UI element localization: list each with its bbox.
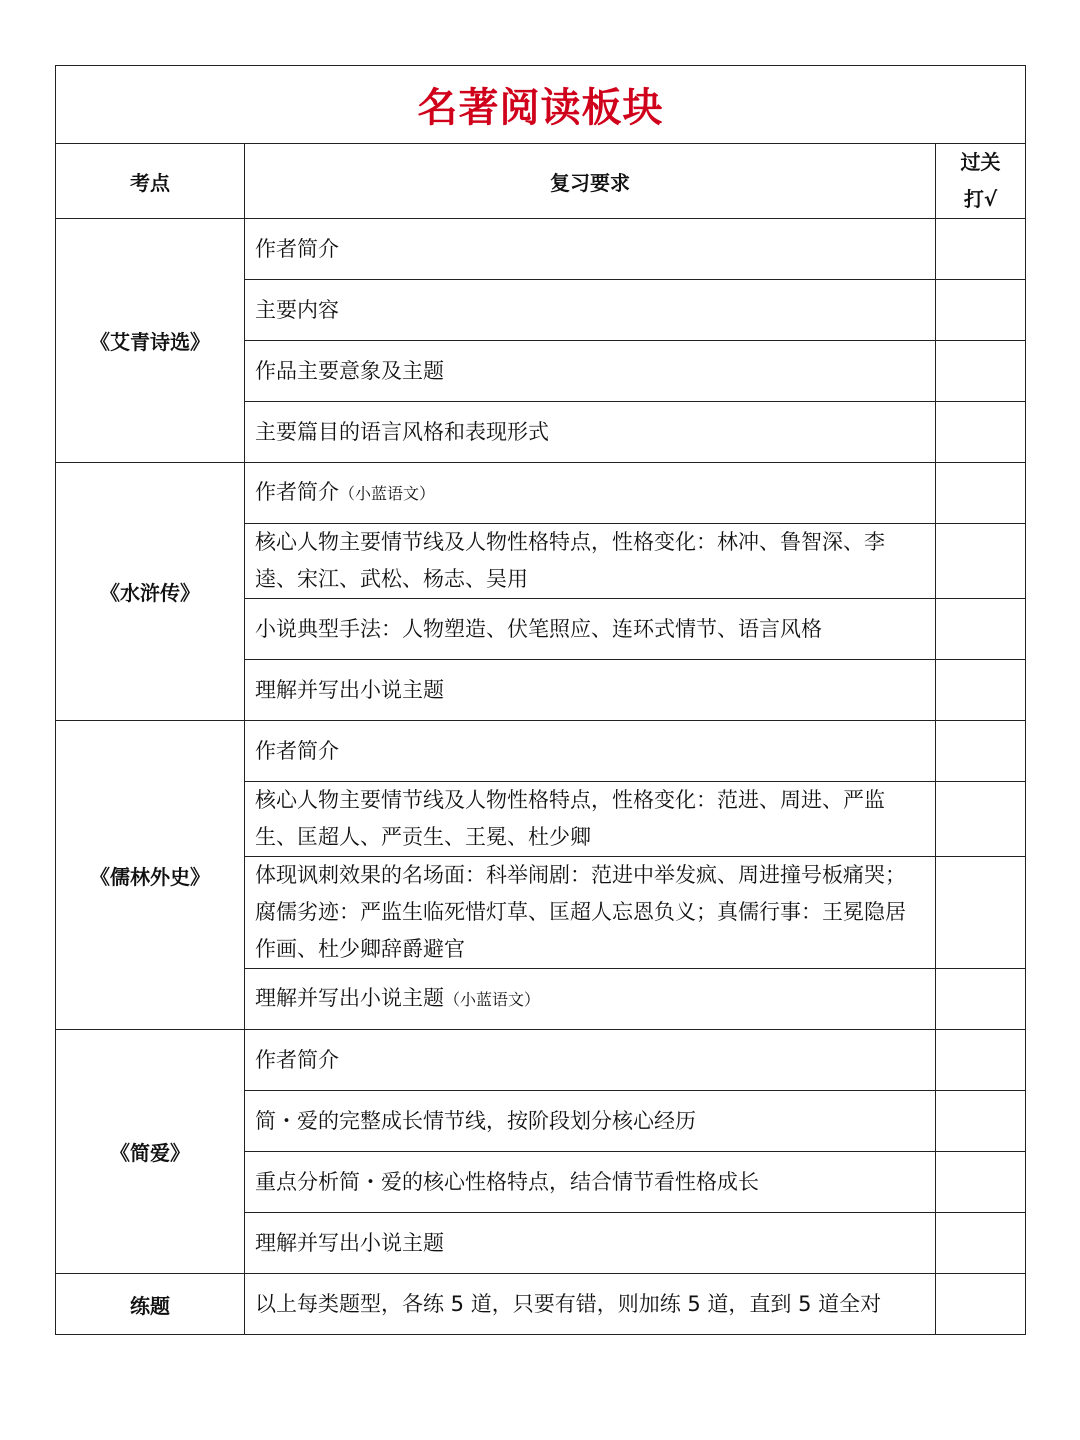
requirement-item: 理解并写出小说主题	[245, 1213, 936, 1274]
topic-practice: 练题	[56, 1274, 245, 1335]
check-cell[interactable]	[936, 969, 1026, 1030]
requirement-item: 体现讽刺效果的名场面：科举闹剧：范进中举发疯、周进撞号板痛哭；腐儒劣迹：严监生临死惜灯草、匡超人忘恩负义；真儒行事：王冕隐居作画、杜少卿辞爵避官	[245, 857, 936, 969]
requirement-item: 重点分析简・爱的核心性格特点，结合情节看性格成长	[245, 1152, 936, 1213]
requirement-note: （小蓝语文）	[444, 990, 541, 1009]
requirement-item: 理解并写出小说主题（小蓝语文）	[245, 969, 936, 1030]
check-cell[interactable]	[936, 1274, 1026, 1335]
requirement-item: 简・爱的完整成长情节线，按阶段划分核心经历	[245, 1091, 936, 1152]
title-cell	[56, 66, 1026, 144]
requirement-item: 核心人物主要情节线及人物性格特点，性格变化：范进、周进、严监生、匡超人、严贡生、王冕、杜少卿	[245, 782, 936, 857]
check-cell[interactable]	[936, 1152, 1026, 1213]
check-cell[interactable]	[936, 1091, 1026, 1152]
practice-requirement: 以上每类题型，各练 5 道，只要有错，则加练 5 道，直到 5 道全对	[245, 1274, 936, 1335]
check-cell[interactable]	[936, 219, 1026, 280]
check-cell[interactable]	[936, 1213, 1026, 1274]
check-cell[interactable]	[936, 721, 1026, 782]
check-cell[interactable]	[936, 280, 1026, 341]
check-cell[interactable]	[936, 1030, 1026, 1091]
reading-review-table	[55, 65, 1026, 1335]
requirement-item: 作者简介（小蓝语文）	[245, 463, 936, 524]
topic-jane-eyre: 《简爱》	[56, 1030, 245, 1274]
requirement-item: 核心人物主要情节线及人物性格特点，性格变化：林冲、鲁智深、李逵、宋江、武松、杨志、吴用	[245, 524, 936, 599]
header-pass-line2: 打√	[963, 187, 998, 211]
page-title: 名著阅读板块	[417, 85, 664, 131]
requirement-note: （小蓝语文）	[339, 484, 436, 503]
check-cell[interactable]	[936, 402, 1026, 463]
topic-ru-lin: 《儒林外史》	[56, 721, 245, 1030]
requirement-item: 作者简介	[245, 721, 936, 782]
check-cell[interactable]	[936, 463, 1026, 524]
header-pass	[936, 144, 1026, 219]
check-cell[interactable]	[936, 782, 1026, 857]
requirement-item: 作者简介	[245, 219, 936, 280]
check-cell[interactable]	[936, 857, 1026, 969]
header-requirement: 复习要求	[245, 144, 936, 219]
requirement-item: 作者简介	[245, 1030, 936, 1091]
check-cell[interactable]	[936, 660, 1026, 721]
check-cell[interactable]	[936, 524, 1026, 599]
check-cell[interactable]	[936, 599, 1026, 660]
requirement-item: 理解并写出小说主题	[245, 660, 936, 721]
topic-shui-hu: 《水浒传》	[56, 463, 245, 721]
check-cell[interactable]	[936, 341, 1026, 402]
requirement-item: 主要篇目的语言风格和表现形式	[245, 402, 936, 463]
requirement-item: 小说典型手法：人物塑造、伏笔照应、连环式情节、语言风格	[245, 599, 936, 660]
requirement-item: 作品主要意象及主题	[245, 341, 936, 402]
header-topic: 考点	[56, 144, 245, 219]
header-pass-line1: 过关	[960, 150, 1001, 174]
topic-ai-qing: 《艾青诗选》	[56, 219, 245, 463]
requirement-item: 主要内容	[245, 280, 936, 341]
